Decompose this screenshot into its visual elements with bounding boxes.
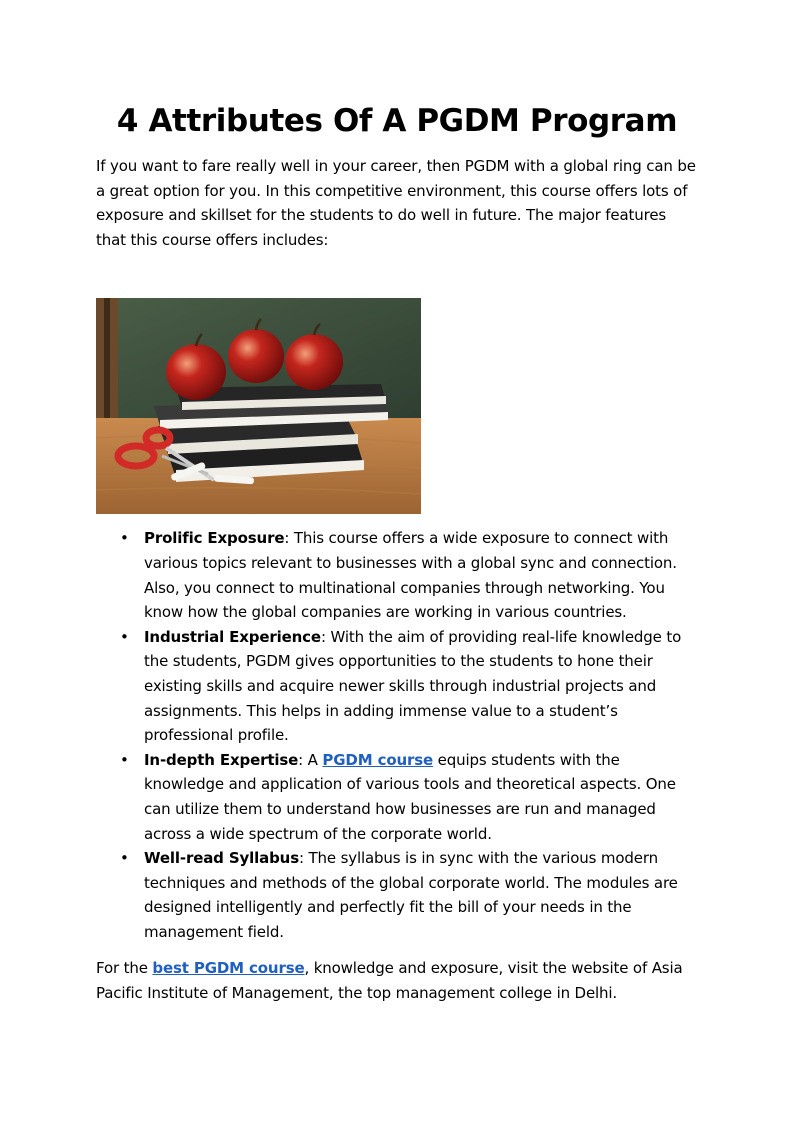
feature-text: : The syllabus is in sync with the various modern techniques and methods of the global corporate world. The modules are designed intelligently and perfectly fit the bill of your needs in the management field.	[144, 849, 678, 941]
closing-text-before: For the	[96, 959, 153, 978]
pgdm-course-link[interactable]: PGDM course	[322, 750, 434, 769]
list-item	[120, 748, 698, 846]
features-list	[96, 526, 698, 944]
feature-text-before-link: : A	[298, 750, 323, 769]
books-apples-photo	[96, 298, 421, 514]
bullet-icon: •	[120, 849, 129, 868]
best-pgdm-course-link[interactable]: best PGDM course	[152, 959, 305, 978]
feature-text-after-link: equips students with the knowledge and application of various tools and theoretical aspects. One can utilize them to understand how businesses are run and managed across a wide spectrum of the corporate world.	[144, 750, 676, 843]
feature-heading: Prolific Exposure	[144, 529, 285, 548]
feature-text: : This course offers a wide exposure to connect with various topics relevant to businesses with a global sync and connection. Also, you connect to multinational companies through networking. You know how the global companies are working in various countries.	[144, 529, 677, 622]
closing-text-after: , knowledge and exposure, visit the website of Asia Pacific Institute of Management, the top management college in Delhi.	[96, 959, 683, 1003]
feature-heading: Well-read Syllabus	[144, 849, 299, 868]
bullet-icon: •	[120, 627, 129, 646]
document-page	[96, 96, 698, 1006]
intro-paragraph: If you want to fare really well in your career, then PGDM with a global ring can be a great option for you. In this competitive environment, this course offers lots of exposure and skillset for the students to do well in future. The major features that this course offers includes:	[96, 157, 696, 249]
feature-heading: Industrial Experience	[144, 627, 321, 646]
feature-text: : With the aim of providing real-life knowledge to the students, PGDM gives opportunities to the students to hone their existing skills and acquire newer skills through industrial projects and assignments. This helps in adding immense value to a student’s professional profile.	[144, 627, 682, 745]
list-item	[120, 625, 698, 748]
list-item	[120, 846, 698, 944]
bullet-icon: •	[120, 529, 129, 548]
closing-paragraph	[96, 956, 698, 1005]
feature-heading: In-depth Expertise	[144, 750, 299, 769]
bullet-icon: •	[120, 750, 129, 769]
page-title: 4 Attributes Of A PGDM Program	[116, 103, 678, 139]
list-item	[120, 526, 698, 624]
